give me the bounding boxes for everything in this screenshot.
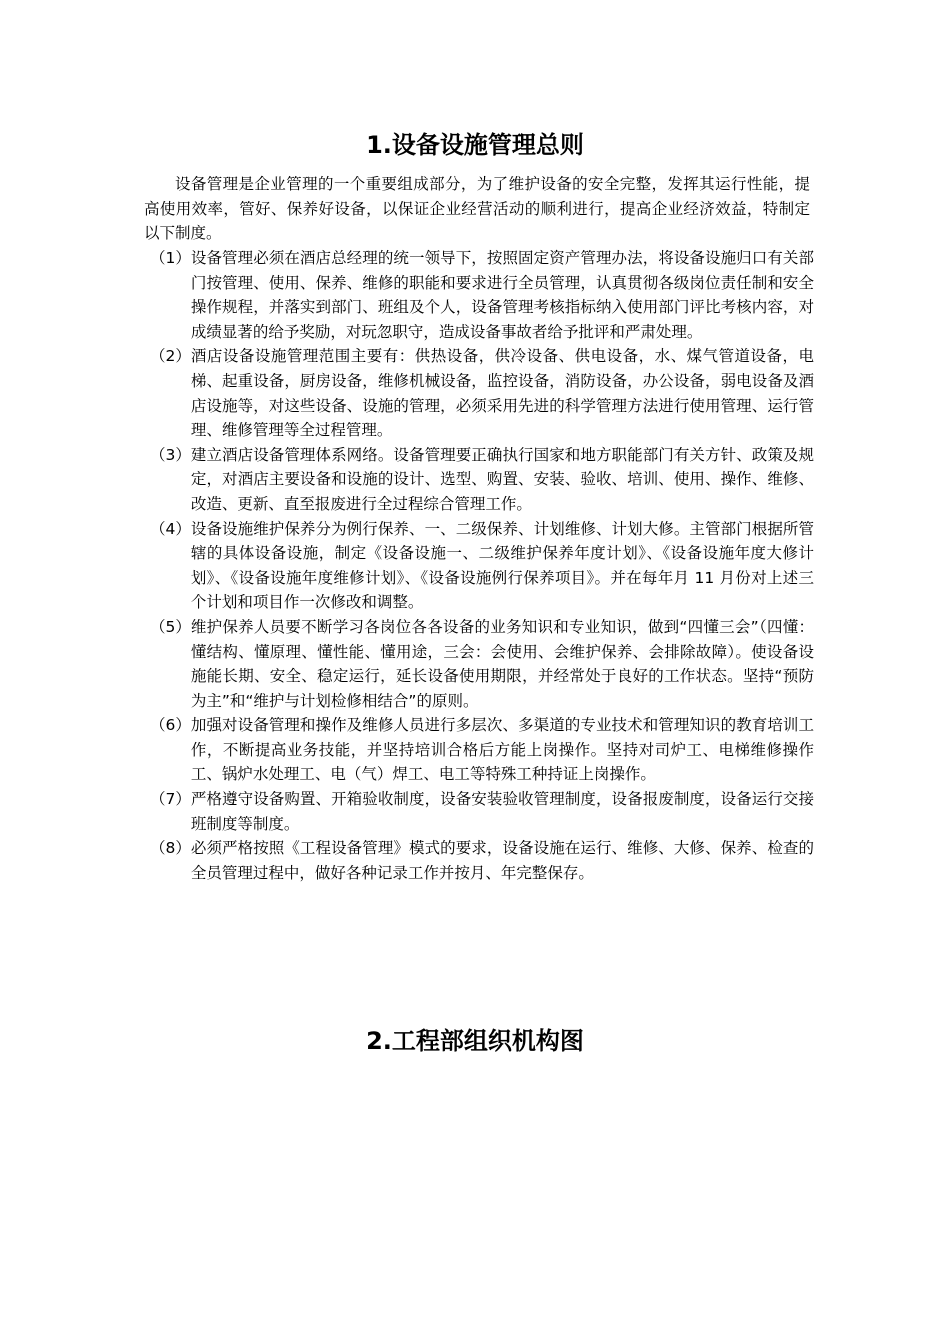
rule-item-1 bbox=[150, 246, 814, 344]
rule-text: 必须严格按照《工程设备管理》模式的要求，设备设施在运行、维修、大修、保养、检查的全员管理过程中，做好各种记录工作并按月、年完整保存。 bbox=[190, 839, 814, 882]
rule-number: （6） bbox=[150, 716, 191, 735]
rule-number: （1） bbox=[150, 249, 191, 267]
rule-text: 严格遵守设备购置、开箱验收制度，设备安装验收管理制度，设备报废制度，设备运行交接班制度等制度。 bbox=[190, 790, 814, 833]
rule-item-5 bbox=[150, 615, 814, 713]
rule-text: 酒店设备设施管理范围主要有：供热设备，供冷设备、供电设备，水、煤气管道设备，电梯、起重设备，厨房设备，维修机械设备，监控设备，消防设备，办公设备，弱电设备及酒店设施等，对这些设备、设施的管理，必须采用先进的科学管理方法进行使用管理、运行管理、维修管理等全过程管理。 bbox=[190, 347, 814, 440]
rule-item-7 bbox=[150, 787, 814, 836]
rule-number: （5） bbox=[150, 617, 191, 636]
rule-text: 设备管理必须在酒店总经理的统一领导下，按照固定资产管理办法，将设备设施归口有关部门按管理、使用、保养、维修的职能和要求进行全员管理，认真贯彻各级岗位责任制和安全操作规程，并落实到部门、班组及个人，设备管理考核指标纳入使用部门评比考核内容，对成绩显著的给予奖励，对玩忽职守，造成设备事故者给予批评和严肃处理。 bbox=[190, 249, 814, 341]
rule-number: （3） bbox=[150, 445, 191, 464]
section-title-general-rules: 1.设备设施管理总则 bbox=[366, 131, 584, 159]
rule-item-3 bbox=[150, 443, 814, 517]
rule-item-8 bbox=[150, 836, 814, 885]
rule-item-6 bbox=[150, 713, 814, 787]
intro-paragraph: 设备管理是企业管理的一个重要组成部分，为了维护设备的安全完整，发挥其运行性能，提高使用效率，管好、保养好设备，以保证企业经营活动的顺利进行，提高企业经济效益，特制定以下制度。 bbox=[144, 175, 810, 242]
rule-text: 维护保养人员要不断学习各岗位各各设备的业务知识和专业知识，做到“四懂三会”（四懂：懂结构、懂原理、懂性能、懂用途，三会：会使用、会维护保养、会排除故障）。使设备设施能长期、安全、稳定运行，延长设备使用期限，并经常处于良好的工作状态。坚持“预防为主”和“维护与计划检修相结合”的原则。 bbox=[190, 617, 814, 710]
rules-list bbox=[150, 246, 814, 885]
rule-text: 建立酒店设备管理体系网络。设备管理要正确执行国家和地方职能部门有关方针、政策及规定，对酒店主要设备和设施的设计、选型、购置、安装、验收、培训、使用、操作、维修、改造、更新、直至报废进行全过程综合管理工作。 bbox=[190, 445, 814, 513]
section-title-org-chart: 2.工程部组织机构图 bbox=[366, 1027, 584, 1055]
rule-number: （4） bbox=[150, 519, 191, 538]
rule-number: （7） bbox=[150, 790, 191, 809]
rule-item-2 bbox=[150, 344, 814, 442]
rule-text: 加强对设备管理和操作及维修人员进行多层次、多渠道的专业技术和管理知识的教育培训工作，不断提高业务技能，并坚持培训合格后方能上岗操作。坚持对司炉工、电梯维修操作工、锅炉水处理工、电（气）焊工、电工等特殊工种持证上岗操作。 bbox=[190, 716, 814, 784]
rule-number: （2） bbox=[150, 347, 191, 366]
rule-item-4 bbox=[150, 517, 814, 615]
rule-number: （8） bbox=[150, 839, 191, 858]
rule-text: 设备设施维护保养分为例行保养、一、二级保养、计划维修、计划大修。主管部门根据所管辖的具体设备设施，制定《设备设施一、二级维护保养年度计划》、《设备设施年度大修计划》、《设备设施年度维修计划》、《设备设施例行保养项目》。并在每年月 11 月份对上述三个计划和项目作一次修改和调整。 bbox=[190, 519, 814, 612]
